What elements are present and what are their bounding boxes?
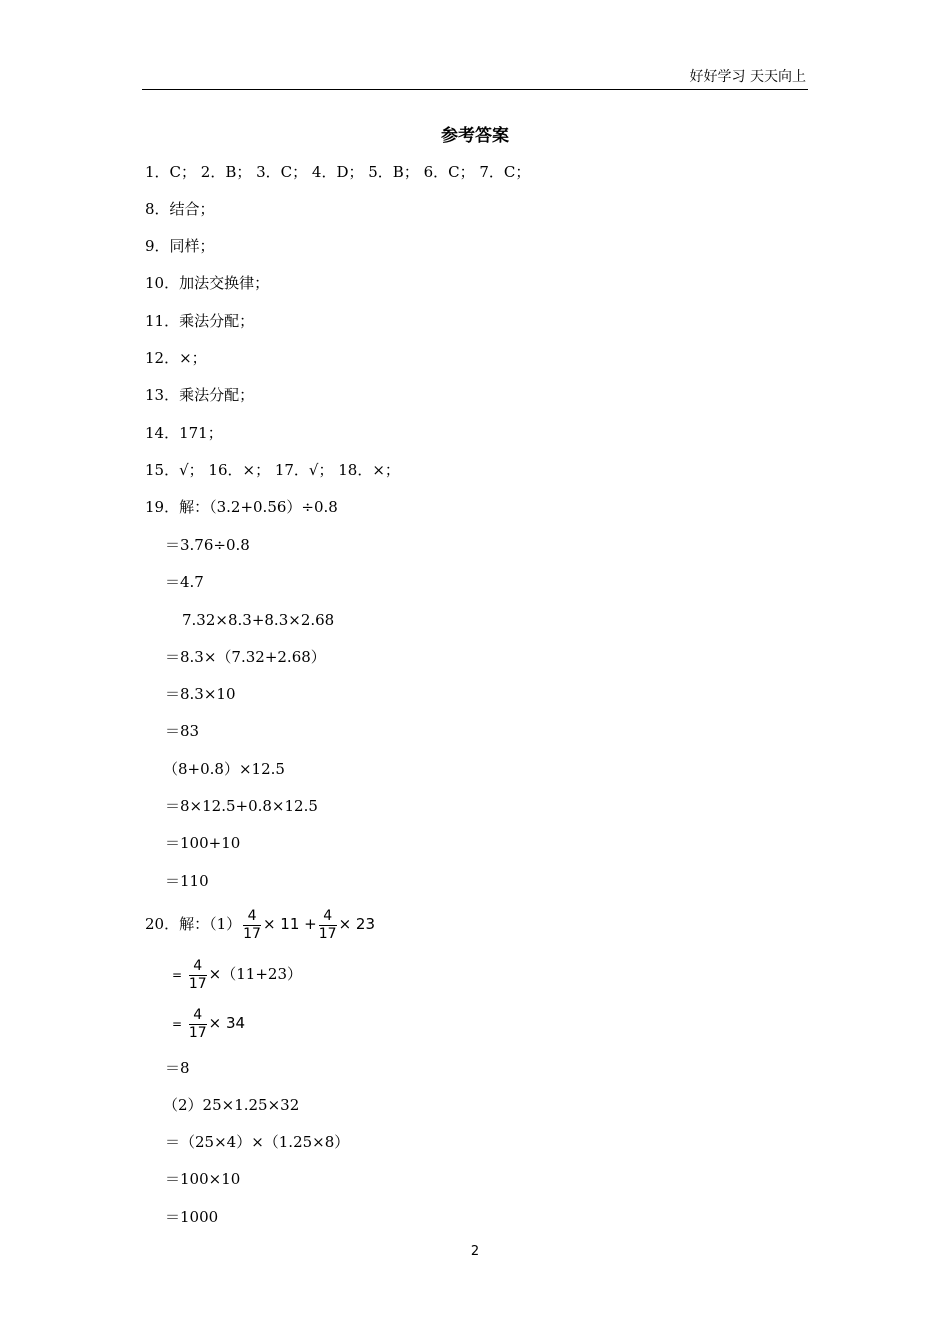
fraction: $\frac{4}{17}$ — [243, 907, 261, 942]
calc-step: （2）25×1.25×32 — [163, 1096, 300, 1114]
page-title: 参考答案 — [441, 126, 509, 146]
calc-step: ＝100×10 — [165, 1170, 241, 1188]
calc-step: ＝110 — [165, 872, 209, 890]
header-slogan: 好好学习 天天向上 — [689, 69, 806, 85]
calc-step: ＝8 — [165, 1059, 190, 1077]
fraction: $\frac{4}{17}$ — [188, 1006, 207, 1041]
calc-step: ＝8.3×10 — [165, 685, 236, 703]
page-header — [142, 60, 808, 90]
calc-step: 7.32×8.3+8.3×2.68 — [182, 611, 335, 629]
calc-step: ＝3.76÷0.8 — [165, 536, 250, 554]
q20-prefix: 20．解：（1） — [145, 915, 242, 933]
answer-line-9: 9．同样； — [145, 237, 215, 255]
calc-step: ＝83 — [165, 722, 200, 740]
answer-line-1: 1．C； 2．B； 3．C； 4．D； 5．B； 6．C； 7．C； — [145, 163, 531, 181]
calc-step: ＝8.3×（7.32+2.68） — [165, 648, 326, 666]
fraction: $\frac{4}{17}$ — [318, 907, 337, 942]
answer-line-20: 20．解：（1） $\frac{4}{17}$ × 11 + $\frac{4}{17}$ × 23 — [145, 907, 375, 942]
calc-step: ＝100+10 — [165, 834, 241, 852]
answer-line-15: 15．√； 16．×； 17．√； 18．×； — [145, 461, 400, 479]
answer-line-10: 10．加法交换律； — [145, 274, 270, 292]
calc-step: （8+0.8）×12.5 — [163, 760, 285, 778]
answer-line-14: 14．171； — [145, 424, 223, 442]
fraction: $\frac{4}{17}$ — [188, 957, 207, 992]
calc-step: ＝1000 — [165, 1208, 219, 1226]
answer-line-12: 12．×； — [145, 349, 207, 367]
calc-step: = $\frac{4}{17}$ × 34 — [172, 1006, 246, 1041]
calc-step: ＝8×12.5+0.8×12.5 — [165, 797, 318, 815]
answer-line-19: 19．解：（3.2+0.56）÷0.8 — [145, 498, 338, 516]
answer-line-8: 8．结合； — [145, 200, 215, 218]
page-number: 2 — [470, 1244, 480, 1259]
calc-step: = $\frac{4}{17}$ ×（11+23） — [172, 957, 302, 992]
calc-step: ＝4.7 — [165, 573, 204, 591]
calc-step: ＝（25×4）×（1.25×8） — [165, 1133, 350, 1151]
answer-line-11: 11．乘法分配； — [145, 312, 255, 330]
answer-line-13: 13．乘法分配； — [145, 386, 255, 404]
